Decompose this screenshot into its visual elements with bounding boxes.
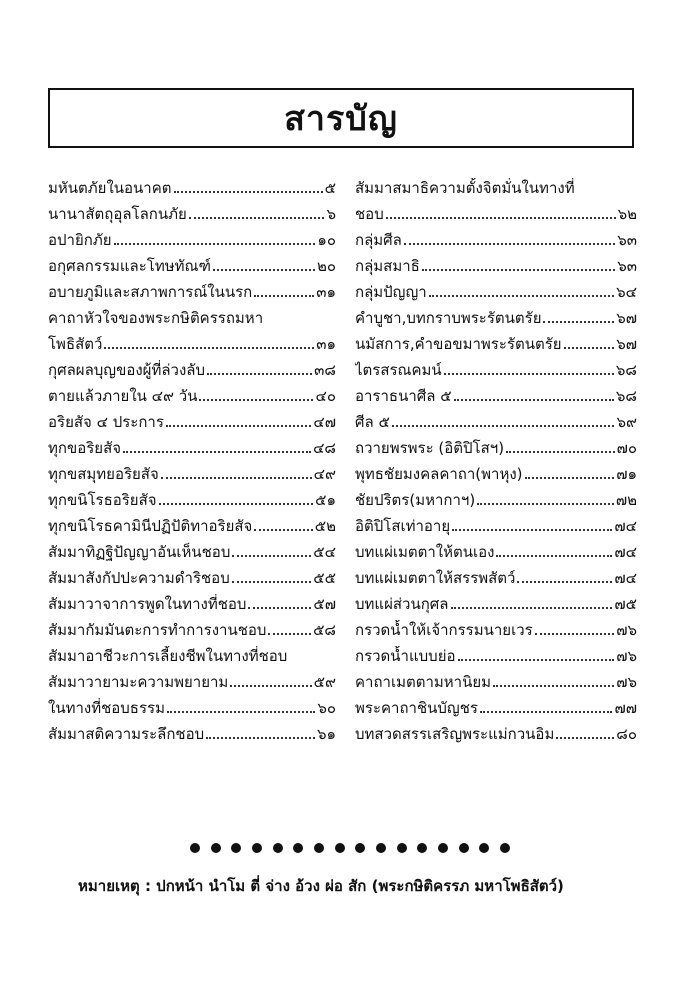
toc-entry-title: คาถาหัวใจของพระกษิติครรถมหา xyxy=(48,309,264,327)
dot-leader xyxy=(454,399,614,401)
dot-leader xyxy=(451,607,613,609)
toc-entry xyxy=(48,380,336,406)
toc-entry-title: ทุกขอริยสัจ xyxy=(48,439,122,457)
bullet-dot xyxy=(438,843,448,853)
toc-entry xyxy=(355,250,637,276)
dot-leader xyxy=(254,295,314,297)
dot-leader xyxy=(493,685,614,687)
bullet-dot xyxy=(273,843,283,853)
dot-leader xyxy=(248,607,311,609)
toc-entry-page: ๗๖ xyxy=(616,673,637,691)
dot-leader xyxy=(207,373,312,375)
toc-entry-title: ชัยปริตร(มหากาฯ) xyxy=(355,491,476,509)
toc-entry-page: ๓๑ xyxy=(316,283,336,301)
toc-entry xyxy=(355,692,637,718)
toc-entry-page: ๗๒ xyxy=(615,491,637,509)
toc-entry-title: ในทางที่ชอบธรรม xyxy=(48,699,165,717)
dot-leader xyxy=(535,633,615,635)
toc-entry-title: สัมมาอาชีวะการเลี้ยงชีพในทางที่ชอบ xyxy=(48,647,288,665)
toc-entry-page: ๗๗ xyxy=(614,699,637,717)
toc-entry-title: ทุกขนิโรธอริยสัจ xyxy=(48,491,157,509)
toc-entry-page: ๗๔ xyxy=(614,543,637,561)
toc-entry xyxy=(355,458,637,484)
dot-leader xyxy=(213,269,315,271)
toc-entry xyxy=(48,328,336,354)
toc-entry-page: ๗๕ xyxy=(614,595,637,613)
bullet-divider xyxy=(190,843,510,853)
dot-leader xyxy=(206,737,315,739)
toc-entry-page: ๖๗ xyxy=(616,309,637,327)
toc-entry-title: โพธิสัตว์ xyxy=(48,335,103,353)
bullet-dot xyxy=(211,843,221,853)
dot-leader xyxy=(254,529,312,531)
dot-leader xyxy=(386,217,616,219)
dot-leader xyxy=(166,425,311,427)
toc-entry-title: นมัสการ,คำขอขมาพระรัตนตรัย xyxy=(355,335,562,353)
toc-entry xyxy=(48,666,336,692)
dot-leader xyxy=(174,191,323,193)
toc-entry-page: ๗๖ xyxy=(616,621,637,639)
title-box xyxy=(48,88,634,148)
toc-entry xyxy=(355,562,637,588)
toc-entry-title: บทแผ่เมตตาให้สรรพสัตว์ xyxy=(355,569,516,587)
toc-entry xyxy=(48,640,336,666)
toc-entry-title: ศีล ๕ xyxy=(355,413,390,431)
bullet-dot xyxy=(231,843,241,853)
toc-entry xyxy=(48,562,336,588)
dot-leader xyxy=(480,711,613,713)
footnote: หมายเหตุ : ปกหน้า นำโม ตี่ จ่าง อ้วง ผ่อ สัก (พระกษิติครรภ มหาโพธิสัตว์) xyxy=(78,877,564,895)
toc-entry-title: ถวายพรพระ (อิติปิโสฯ) xyxy=(355,439,505,457)
dot-leader xyxy=(114,243,316,245)
toc-entry xyxy=(355,380,637,406)
toc-entry-page: ๗๔ xyxy=(614,517,637,535)
toc-left-column xyxy=(48,172,336,744)
dot-leader xyxy=(199,399,313,401)
toc-entry-page: ๗๖ xyxy=(616,647,637,665)
toc-entry-page: ๑๐ xyxy=(317,231,336,249)
bullet-dot xyxy=(376,843,386,853)
toc-entry xyxy=(355,406,637,432)
toc-entry-page: ๕ xyxy=(324,179,336,197)
toc-entry xyxy=(48,276,336,302)
bullet-dot xyxy=(397,843,407,853)
dot-leader xyxy=(404,243,615,245)
toc-entry xyxy=(48,510,336,536)
toc-entry-title: อบายภูมิและสภาพการณ์ในนรก xyxy=(48,283,253,301)
toc-entry xyxy=(355,302,637,328)
toc-entry-title: สัมมาวายามะความพยายาม xyxy=(48,673,229,691)
toc-entry-title: คำบูชา,บทกราบพระรัตนตรัย xyxy=(355,309,542,327)
toc-entry-page: ๗๔ xyxy=(614,569,637,587)
toc-entry xyxy=(48,614,336,640)
toc-entry xyxy=(48,692,336,718)
toc-entry xyxy=(48,718,336,744)
toc-entry-title: อปายิกภัย xyxy=(48,231,112,249)
dot-leader xyxy=(517,581,612,583)
bullet-dot xyxy=(500,843,510,853)
dot-leader xyxy=(429,295,614,297)
toc-entry xyxy=(48,224,336,250)
toc-entry xyxy=(355,666,637,692)
toc-right-column xyxy=(355,172,637,744)
toc-entry xyxy=(355,640,637,666)
toc-entry-title: สัมมากัมมันตะการทำการงานชอบ xyxy=(48,621,267,639)
toc-entry-title: กรวดน้ำให้เจ้ากรรมนายเวร xyxy=(355,621,533,639)
toc-entry xyxy=(355,224,637,250)
toc-entry xyxy=(355,328,637,354)
toc-entry-page: ๖๘ xyxy=(615,361,637,379)
toc-entry-page: ๔๐ xyxy=(315,387,336,405)
toc-entry xyxy=(48,458,336,484)
toc-entry-title: กรวดน้ำแบบย่อ xyxy=(355,647,456,665)
toc-entry-page: ๖ xyxy=(326,205,336,223)
toc-entry xyxy=(355,276,637,302)
toc-entry xyxy=(48,172,336,198)
toc-entry-page: ๖๓ xyxy=(617,231,637,249)
bullet-dot xyxy=(479,843,489,853)
toc-entry-title: สัมมาสังกัปปะความดำริชอบ xyxy=(48,569,230,587)
toc-entry-title: อิติปิโสเท่าอายุ xyxy=(355,517,451,535)
toc-entry-title: สัมมาทิฏฐิปัญญาอันเห็นชอบ xyxy=(48,543,231,561)
toc-entry-title: ชอบ xyxy=(355,205,384,223)
toc-entry-title: อาราธนาศีล ๕ xyxy=(355,387,452,405)
dot-leader xyxy=(477,503,614,505)
toc-entry-page: ๖๘ xyxy=(615,387,637,405)
bullet-dot xyxy=(314,843,324,853)
toc-entry-title: ทุกขสมุทยอริยสัจ xyxy=(48,465,159,483)
toc-entry-title: กลุ่มปัญญา xyxy=(355,283,427,301)
toc-entry xyxy=(355,198,637,224)
toc-entry-title: นานาสัตถุอุลโลกนภัย xyxy=(48,205,187,223)
toc-entry xyxy=(48,198,336,224)
toc-entry-page: ๖๗ xyxy=(616,335,637,353)
dot-leader xyxy=(458,659,615,661)
toc-entry xyxy=(355,614,637,640)
toc-entry-page: ๔๘ xyxy=(313,439,336,457)
toc-entry-title: ไตรสรณคมน์ xyxy=(355,361,442,379)
toc-entry-page: ๕๑ xyxy=(315,491,336,509)
toc-entry xyxy=(355,588,637,614)
dot-leader xyxy=(556,737,614,739)
toc-entry-page: ๗๑ xyxy=(616,465,637,483)
toc-entry-page: ๕๔ xyxy=(313,543,336,561)
toc-entry-page: ๖๔ xyxy=(616,283,637,301)
toc-entry xyxy=(355,354,637,380)
toc-entry-title: กลุ่มศีล xyxy=(355,231,402,249)
bullet-dot xyxy=(190,843,200,853)
dot-leader xyxy=(543,321,614,323)
toc-entry xyxy=(48,588,336,614)
toc-entry xyxy=(48,432,336,458)
toc-entry xyxy=(48,536,336,562)
toc-entry xyxy=(48,302,336,328)
toc-entry-page: ๕๙ xyxy=(313,673,336,691)
bullet-dot xyxy=(252,843,262,853)
dot-leader xyxy=(525,477,615,479)
bullet-dot xyxy=(293,843,303,853)
toc-entry-page: ๖๓ xyxy=(617,257,637,275)
toc-entry-title: ตายแล้วภายใน ๔๙ วัน xyxy=(48,387,198,405)
toc-entry xyxy=(355,432,637,458)
dot-leader xyxy=(392,425,615,427)
toc-entry xyxy=(48,354,336,380)
toc-entry xyxy=(355,510,637,536)
dot-leader xyxy=(232,581,312,583)
toc-entry xyxy=(355,718,637,744)
toc-entry-title: กลุ่มสมาธิ xyxy=(355,257,420,275)
toc-entry-title: คาถาเมตตามหานิยม xyxy=(355,673,492,691)
dot-leader xyxy=(232,555,311,557)
dot-leader xyxy=(123,451,311,453)
page-title: สารบัญ xyxy=(284,99,398,139)
toc-entry-title: สัมมาสมาธิความตั้งจิตมั่นในทางที่ xyxy=(355,179,575,197)
toc-entry-title: มหันตภัยในอนาคต xyxy=(48,179,172,197)
toc-entry-title: บทแผ่เมตตาให้ตนเอง xyxy=(355,543,495,561)
toc-entry-title: บทสวดสรรเสริญพระแม่กวนอิม xyxy=(355,725,555,743)
toc-entry-page: ๒๐ xyxy=(316,257,336,275)
dot-leader xyxy=(104,347,314,349)
dot-leader xyxy=(452,529,612,531)
dot-leader xyxy=(167,711,315,713)
toc-entry-page: ๕๗ xyxy=(313,595,336,613)
toc-entry xyxy=(48,484,336,510)
toc-entry-page: ๓๑ xyxy=(316,335,336,353)
toc-entry-page: ๖๙ xyxy=(616,413,637,431)
toc-entry-page: ๕๒ xyxy=(314,517,336,535)
dot-leader xyxy=(159,503,314,505)
toc-entry-title: สัมมาวาจาการพูดในทางที่ชอบ xyxy=(48,595,247,613)
dot-leader xyxy=(422,269,615,271)
toc-entry-page: ๘๐ xyxy=(616,725,637,743)
toc-entry xyxy=(355,536,637,562)
toc-entry xyxy=(48,406,336,432)
bullet-dot xyxy=(459,843,469,853)
toc-entry-title: ทุกขนิโรธคามินีปฏิปัติทาอริยสัจ xyxy=(48,517,253,535)
toc-entry-title: อริยสัจ ๔ ประการ xyxy=(48,413,164,431)
bullet-dot xyxy=(355,843,365,853)
toc-entry-title: บทแผ่ส่วนกุศล xyxy=(355,595,449,613)
dot-leader xyxy=(268,633,311,635)
toc-entry xyxy=(355,172,637,198)
dot-leader xyxy=(230,685,311,687)
toc-entry-page: ๔๙ xyxy=(313,465,336,483)
toc-entry xyxy=(48,250,336,276)
toc-entry-page: ๕๕ xyxy=(313,569,336,587)
dot-leader xyxy=(189,217,325,219)
toc-entry-title: กุศลผลบุญของผู้ที่ล่วงลับ xyxy=(48,361,205,379)
toc-entry-page: ๕๘ xyxy=(313,621,336,639)
bullet-dot xyxy=(335,843,345,853)
toc-entry-page: ๖๐ xyxy=(317,699,336,717)
toc-entry-page: ๗๐ xyxy=(616,439,637,457)
bullet-dot xyxy=(417,843,427,853)
toc-entry-page: ๔๗ xyxy=(313,413,336,431)
dot-leader xyxy=(496,555,612,557)
toc-entry-page: ๓๘ xyxy=(314,361,336,379)
dot-leader xyxy=(564,347,615,349)
toc-entry-title: อกุศลกรรมและโทษทัณฑ์ xyxy=(48,257,211,275)
toc-entry xyxy=(355,484,637,510)
dot-leader xyxy=(161,477,312,479)
dot-leader xyxy=(506,451,615,453)
toc-entry-title: พระคาถาชินบัญชร xyxy=(355,699,478,717)
toc-entry-page: ๖๑ xyxy=(316,725,336,743)
dot-leader xyxy=(444,373,614,375)
toc-entry-page: ๖๒ xyxy=(617,205,637,223)
toc-entry-title: พุทธชัยมงคลคาถา(พาหุง) xyxy=(355,465,523,483)
toc-entry-title: สัมมาสติความระลึกชอบ xyxy=(48,725,205,743)
